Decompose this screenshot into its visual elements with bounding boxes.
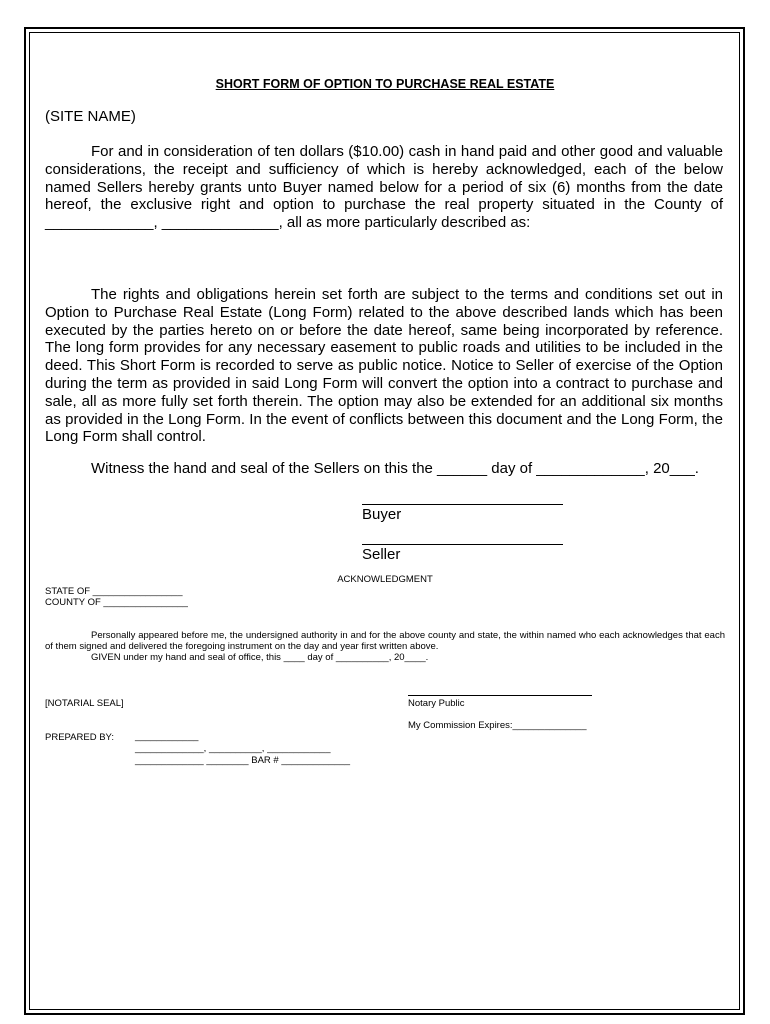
consideration-paragraph: For and in consideration of ten dollars ($10.00) cash in hand paid and other good and valuable considerations, the receipt and sufficiency of which is hereby acknowledged, each of the below named Sellers hereby grants unto Buyer named below for a period of six (6) months from the date hereof, the exclusive right and option to purchase the real property situated in the County of _____________, ______________, all as more particularly described as:	[45, 143, 723, 232]
given-line: GIVEN under my hand and seal of office, this ____ day of __________, 20____.	[91, 652, 429, 663]
county-of-field: COUNTY OF ________________	[45, 597, 188, 608]
site-name: (SITE NAME)	[45, 108, 136, 125]
state-of-field: STATE OF _________________	[45, 586, 183, 597]
acknowledgment-heading: ACKNOWLEDGMENT	[337, 574, 433, 585]
notarial-seal: [NOTARIAL SEAL]	[45, 698, 124, 709]
buyer-label: Buyer	[362, 506, 402, 523]
prepared-by-address-line: _____________, __________, ____________	[135, 743, 331, 754]
commission-expires: My Commission Expires:______________	[408, 720, 587, 731]
buyer-signature-line	[362, 504, 563, 505]
notary-public-label: Notary Public	[408, 698, 465, 709]
witness-line: Witness the hand and seal of the Sellers on this the ______ day of _____________, 20___.	[91, 460, 699, 477]
prepared-by-bar-line: _____________ ________ BAR # _____________	[135, 755, 351, 766]
terms-paragraph: The rights and obligations herein set forth are subject to the terms and conditions set out in Option to Purchase Real Estate (Long Form) related to the above described lands which has been executed by the parties hereto on or before the date hereof, same being incorporated by reference. The long form provides for any necessary easement to public roads and utilities to be included in the deed. This Short Form is recorded to serve as public notice. Notice to Seller of exercise of the Option during the term as provided in said Long Form will convert the option into a contract to purchase and sale, all as more fully set forth therein. The option may also be extended for an additional six months as provided in the Long Form. In the event of conflicts between this document and the Long Form, the Long Form shall control.	[45, 286, 723, 446]
seller-signature-line	[362, 544, 563, 545]
seller-label: Seller	[362, 546, 401, 563]
document-title: SHORT FORM OF OPTION TO PURCHASE REAL ESTATE	[215, 77, 555, 91]
notary-signature-line	[408, 695, 592, 696]
acknowledgment-body: Personally appeared before me, the undersigned authority in and for the above county and state, the within named who each acknowledges that each of them signed and delivered the foregoing instrument on the day and year first written above.	[45, 630, 725, 652]
prepared-by-label: PREPARED BY:	[45, 732, 114, 743]
prepared-by-name-line: ____________	[135, 731, 199, 742]
